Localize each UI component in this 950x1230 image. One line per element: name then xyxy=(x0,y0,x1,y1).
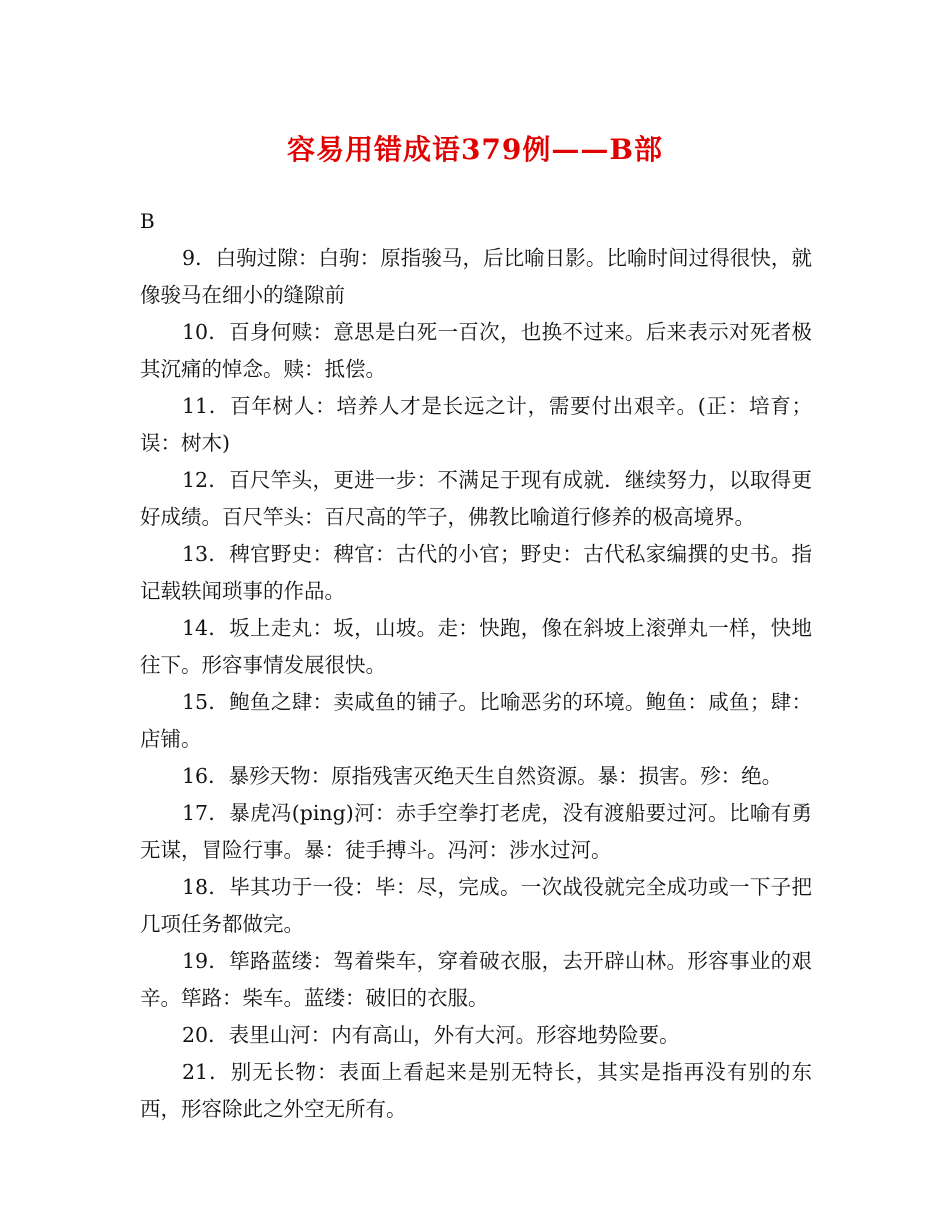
idiom-entry: 16．暴殄天物：原指残害灭绝天生自然资源。暴：损害。殄：绝。 xyxy=(182,764,783,788)
idiom-entry: 18．毕其功于一役：毕：尽，完成。一次战役就完全成功或一下子把几项任务都做完。 xyxy=(140,875,812,936)
idiom-entry: 14．坂上走丸：坂，山坡。走：快跑，像在斜坡上滚弹丸一样，快地往下。形容事情发展很快。 xyxy=(140,616,812,677)
idiom-entry: 15．鲍鱼之肆：卖咸鱼的铺子。比喻恶劣的环境。鲍鱼：咸鱼；肆：店铺。 xyxy=(140,690,812,751)
idiom-entry: 17．暴虎冯(ping)河：赤手空拳打老虎，没有渡船要过河。比喻有勇无谋，冒险行事。暴：徒手搏斗。冯河：涉水过河。 xyxy=(140,801,812,862)
section-label: B xyxy=(140,209,155,233)
idiom-entry: 19．筚路蓝缕：驾着柴车，穿着破衣服，去开辟山林。形容事业的艰辛。筚路：柴车。蓝缕：破旧的衣服。 xyxy=(140,949,812,1010)
idiom-entry: 9．白驹过隙：白驹：原指骏马，后比喻日影。比喻时间过得很快，就像骏马在细小的缝隙前 xyxy=(140,246,812,307)
idiom-entry: 13．稗官野史：稗官：古代的小官；野史：古代私家编撰的史书。指记载轶闻琐事的作品。 xyxy=(140,542,812,603)
idiom-entry: 12．百尺竿头，更进一步：不满足于现有成就．继续努力，以取得更好成绩。百尺竿头：百尺高的竿子，佛教比喻道行修养的极高境界。 xyxy=(140,468,812,529)
idiom-entry: 20．表里山河：内有高山，外有大河。形容地势险要。 xyxy=(182,1023,680,1047)
idiom-list xyxy=(140,240,812,1128)
idiom-entry: 21．别无长物：表面上看起来是别无特长，其实是指再没有别的东西，形容除此之外空无所有。 xyxy=(140,1060,812,1121)
idiom-entry: 11．百年树人：培养人才是长远之计，需要付出艰辛。(正：培育；误：树木) xyxy=(140,394,812,455)
idiom-entry: 10．百身何赎：意思是白死一百次，也换不过来。后来表示对死者极其沉痛的悼念。赎：抵偿。 xyxy=(140,320,812,381)
page-title: 容易用错成语379例——B部 xyxy=(286,133,664,166)
